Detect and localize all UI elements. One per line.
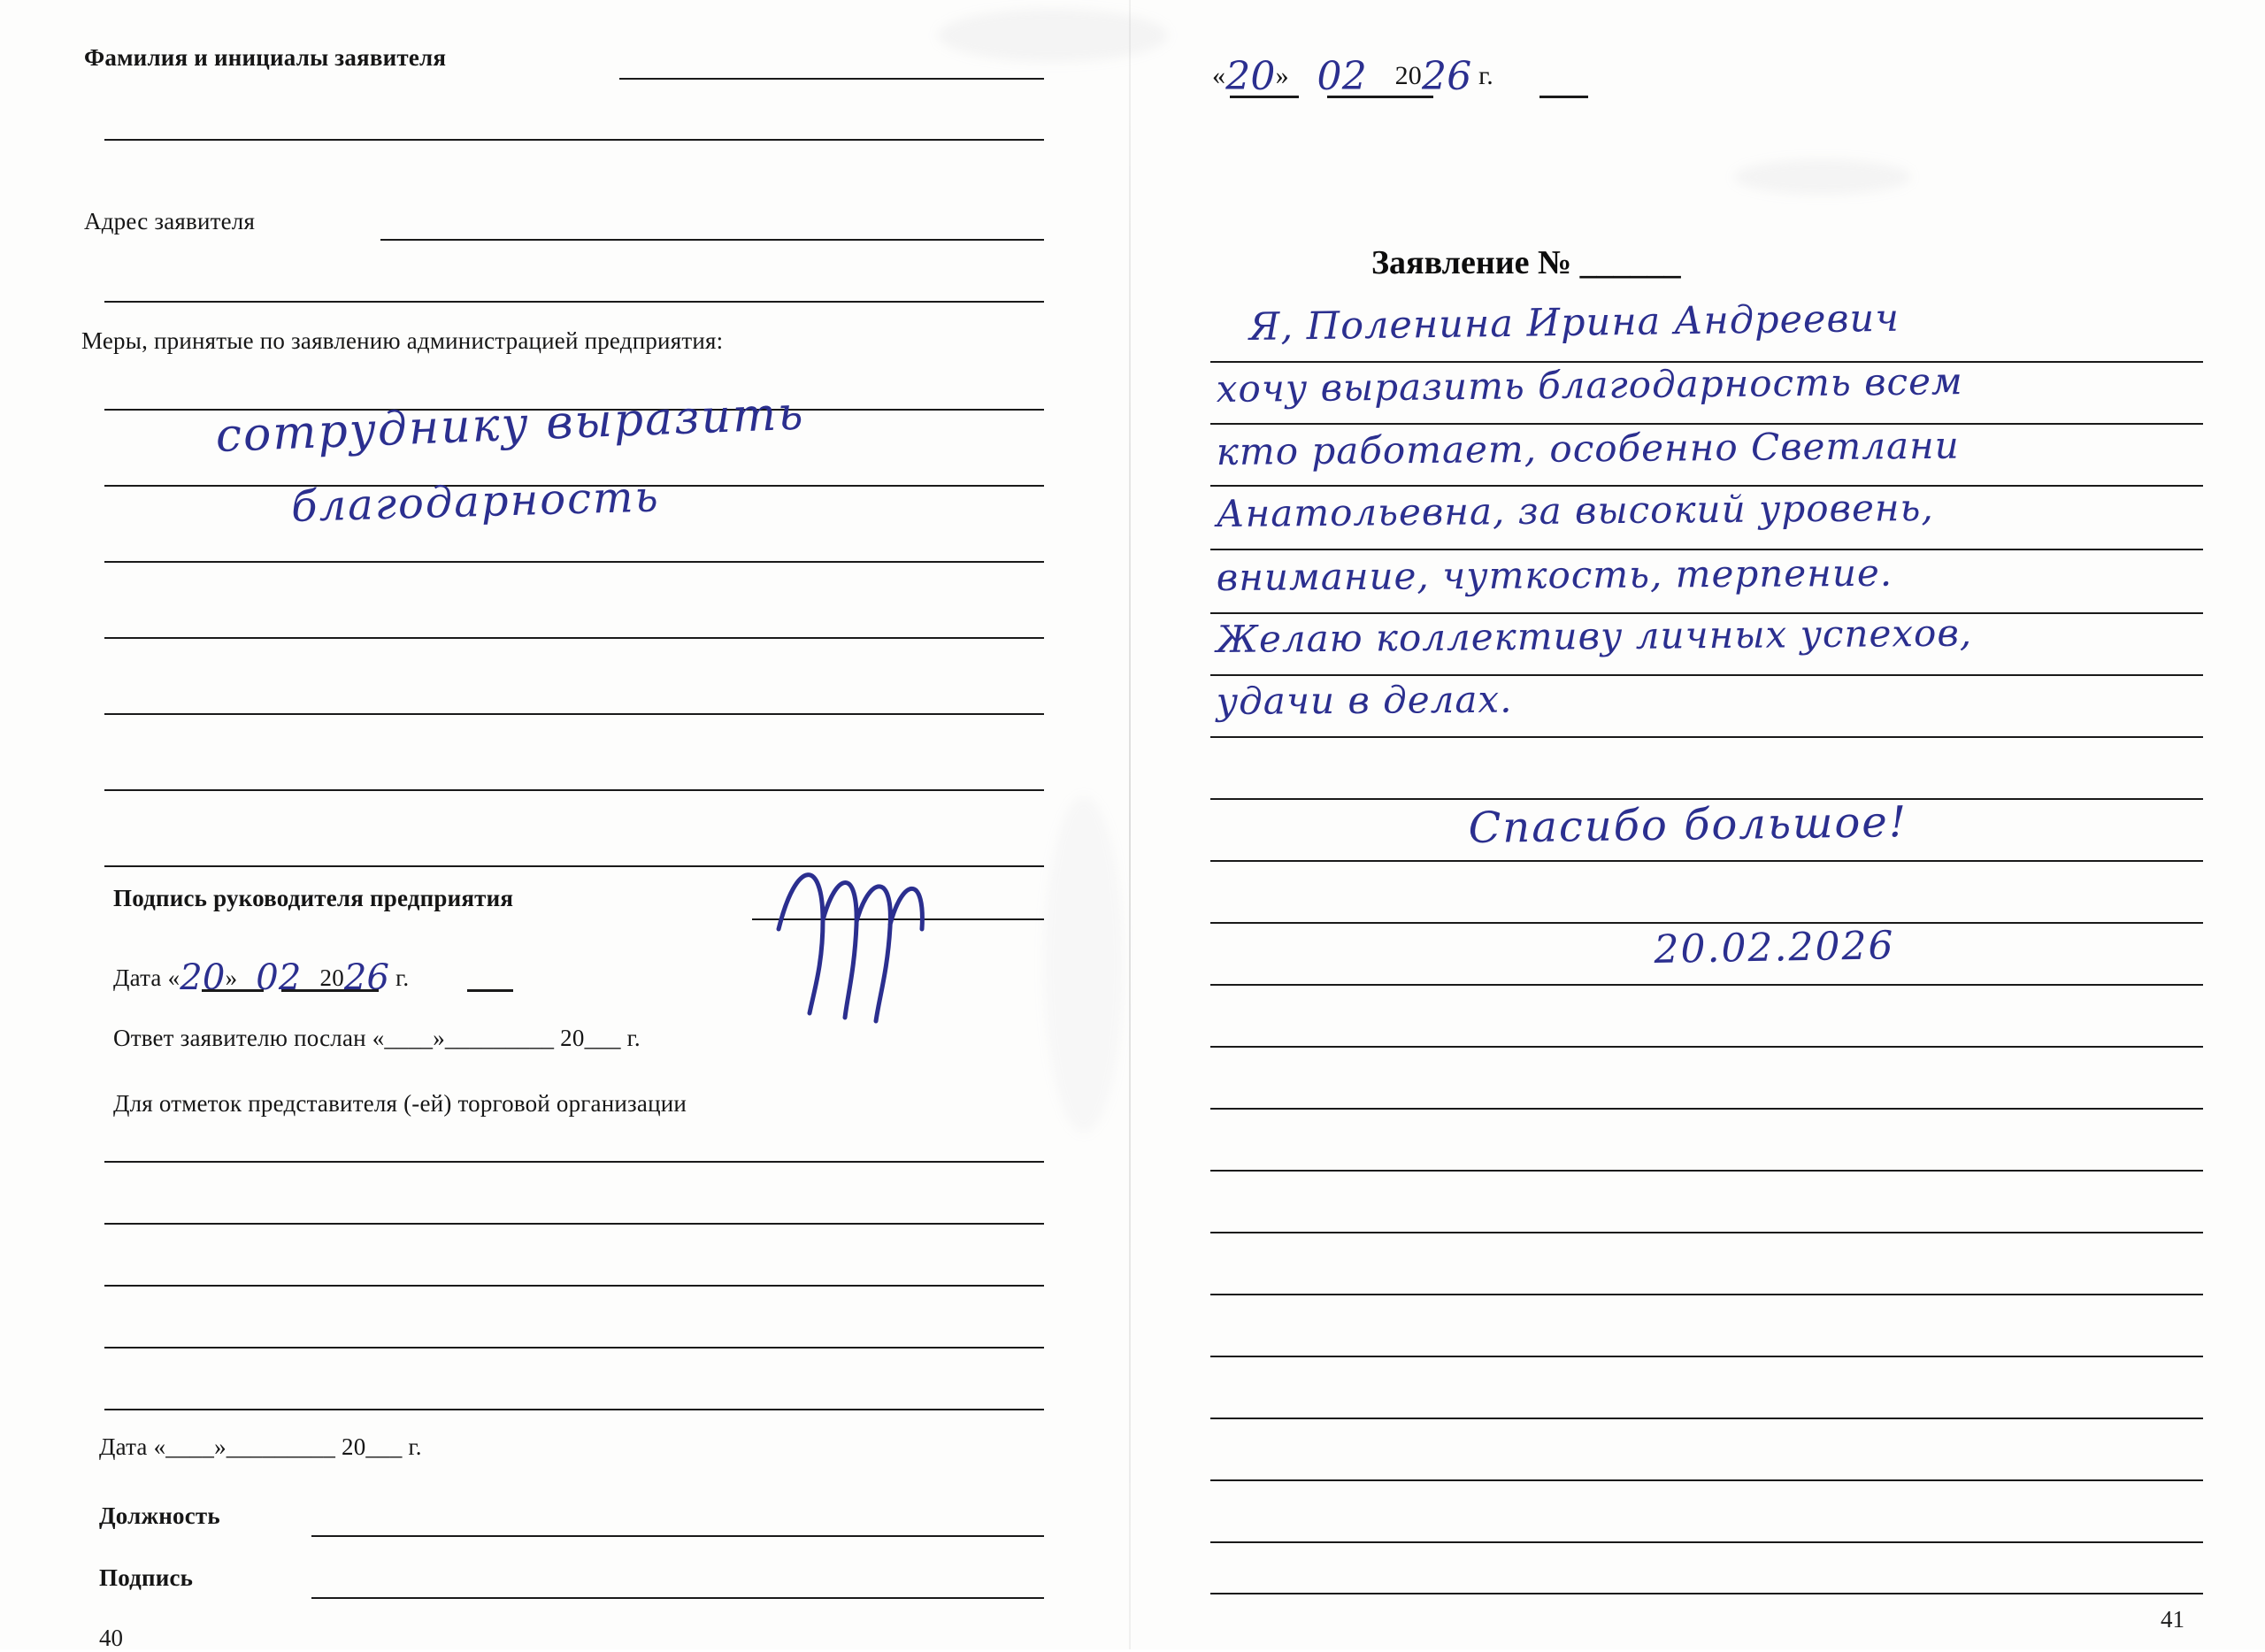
fill-line xyxy=(104,789,1044,791)
label-date-empty: Дата «____»_________ 20___ г. xyxy=(99,1433,422,1460)
fill-line xyxy=(1210,423,2203,425)
label-manager-signature: Подпись руководителя предприятия xyxy=(113,885,514,911)
page-gutter xyxy=(1129,0,1131,1649)
handwriting-date: 20.02.2026 xyxy=(1654,923,1895,972)
fill-line xyxy=(1210,1593,2203,1594)
page-number-right: 41 xyxy=(2161,1606,2184,1633)
handwriting-body-line-6: Желаю коллективу личных успехов, xyxy=(1216,611,1973,661)
fill-line xyxy=(1210,1232,2203,1233)
fill-line xyxy=(1210,1294,2203,1295)
fill-line xyxy=(1210,1046,2203,1048)
fill-line xyxy=(1210,1170,2203,1172)
fill-line xyxy=(104,713,1044,715)
date-header-suffix: г. xyxy=(1478,61,1493,90)
fill-line xyxy=(104,1409,1044,1410)
fill-line xyxy=(1210,674,2203,676)
handwriting-body-line-2: хочу выразить благодарность всем xyxy=(1216,359,1963,411)
fill-line xyxy=(311,1535,1044,1537)
label-answer-sent: Ответ заявителю послан «____»_________ 20___ г. xyxy=(113,1025,641,1051)
handwriting-measures-line-1: сотруднику выразить xyxy=(214,387,806,463)
fill-line xyxy=(380,239,1044,241)
fill-line xyxy=(1210,1418,2203,1419)
date-header-day: 20 xyxy=(1225,54,1276,99)
date-prefix: Дата « xyxy=(113,964,180,991)
date-day-handwritten: 20 xyxy=(180,957,226,998)
fill-line xyxy=(104,1161,1044,1163)
manager-signature-mark xyxy=(761,823,1044,1035)
fill-line xyxy=(104,1347,1044,1348)
page-number-left: 40 xyxy=(99,1625,123,1651)
left-page xyxy=(0,0,1124,1649)
handwriting-body-line-1: Я, Поленина Ирина Андреевич xyxy=(1248,296,1900,350)
date-year-handwritten: 26 xyxy=(343,957,390,998)
date-header-year: 26 xyxy=(1422,54,1472,99)
fill-line xyxy=(619,78,1044,80)
fill-line xyxy=(311,1597,1044,1599)
fill-line xyxy=(1210,1108,2203,1110)
date-mid: » xyxy=(225,964,238,991)
label-applicant-address: Адрес заявителя xyxy=(84,208,256,234)
fill-line xyxy=(104,1223,1044,1225)
fill-line xyxy=(1210,860,2203,862)
fill-line xyxy=(1210,1356,2203,1357)
fill-line xyxy=(104,139,1044,141)
page-title-blank: ______ xyxy=(1579,244,1681,281)
handwriting-body-line-7: удачи в делах. xyxy=(1216,677,1513,723)
handwriting-body-line-4: Анатольевна, за высокий уровень, xyxy=(1216,485,1934,535)
fill-line xyxy=(1210,984,2203,986)
page-title-text: Заявление № xyxy=(1371,244,1572,281)
label-position: Должность xyxy=(99,1502,220,1529)
label-org-rep-notes: Для отметок представителя (-ей) торговой организации xyxy=(113,1090,687,1117)
fill-line xyxy=(104,561,1044,563)
fill-line xyxy=(1210,922,2203,924)
date-quote-open: « xyxy=(1212,61,1226,90)
handwriting-body-line-3: кто работает, особенно Светлани xyxy=(1216,423,1960,473)
date-underline xyxy=(202,989,264,992)
date-quote-close: » xyxy=(1275,61,1289,90)
fill-line xyxy=(104,301,1044,303)
date-header-underline xyxy=(1327,96,1433,98)
fill-line xyxy=(1210,549,2203,550)
date-underline xyxy=(467,989,513,992)
label-measures-taken: Меры, принятые по заявлению администрацией предприятия: xyxy=(81,327,724,354)
fill-line xyxy=(1210,736,2203,738)
date-header-year-prefix: 20 xyxy=(1394,61,1422,90)
handwriting-closing: Спасибо большое! xyxy=(1468,797,1908,853)
fill-line xyxy=(104,1285,1044,1287)
page-title xyxy=(1371,243,1681,282)
fill-line xyxy=(1210,1541,2203,1543)
fill-line xyxy=(1210,1479,2203,1481)
date-header-month: 02 xyxy=(1317,54,1367,99)
handwriting-measures-line-2: благодарность xyxy=(290,472,661,532)
fill-line xyxy=(1210,485,2203,487)
fill-line xyxy=(104,637,1044,639)
date-header-underline xyxy=(1230,96,1299,98)
date-header xyxy=(1212,49,1493,99)
handwriting-body-line-5: внимание, чуткость, терпение. xyxy=(1216,550,1893,599)
date-header-underline xyxy=(1539,96,1588,98)
date-underline xyxy=(281,989,379,992)
label-signature: Подпись xyxy=(99,1564,194,1591)
date-year-prefix: 20 xyxy=(319,964,344,991)
date-month-handwritten: 02 xyxy=(256,957,302,998)
label-applicant-name: Фамилия и инициалы заявителя xyxy=(84,44,447,71)
right-page xyxy=(1141,0,2265,1649)
date-suffix: г. xyxy=(395,964,410,991)
